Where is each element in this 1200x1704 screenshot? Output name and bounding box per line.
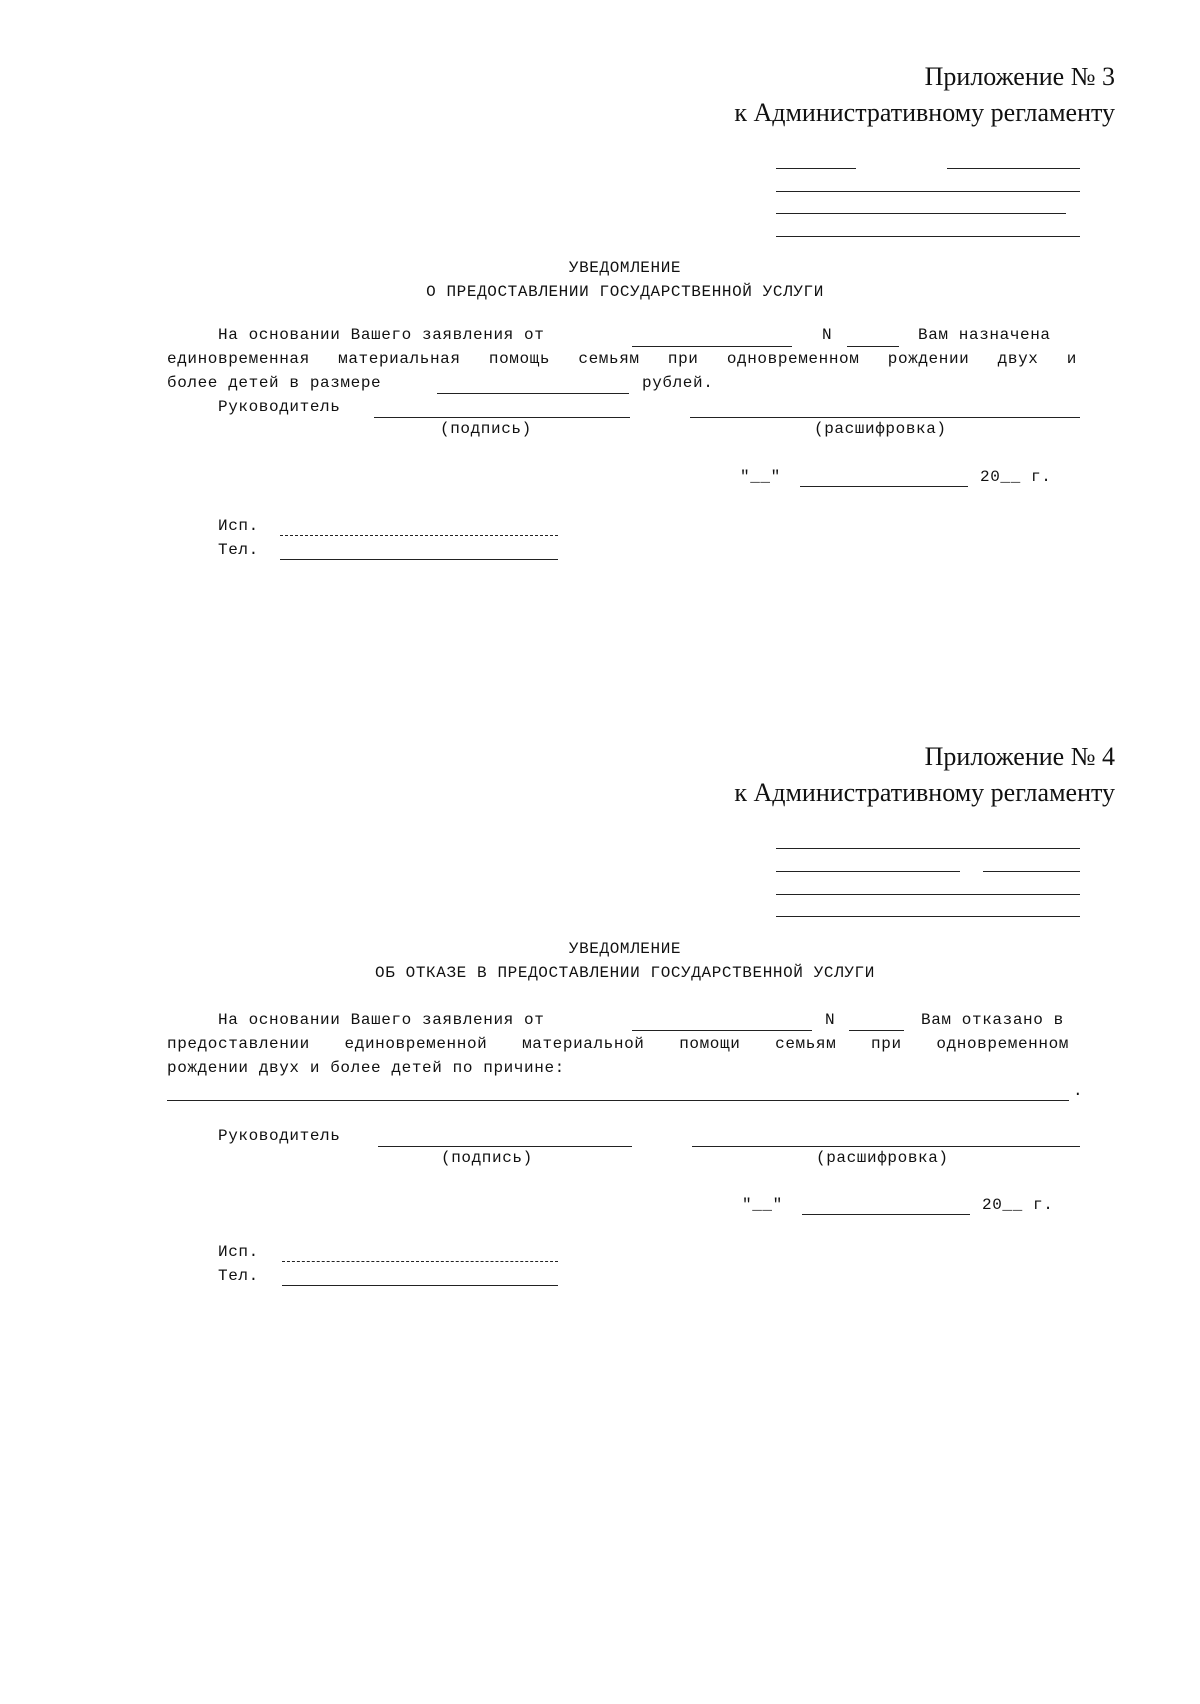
signature-caption: (подпись) [441, 1149, 533, 1167]
executor-blank [282, 1261, 558, 1262]
decoding-caption: (расшифровка) [814, 420, 947, 438]
addressee-line [776, 894, 1080, 895]
body-text: рублей. [642, 374, 714, 392]
reason-end: . [1073, 1082, 1084, 1100]
signature-blank [374, 417, 630, 418]
appendix-4-subtitle: к Административному регламенту [734, 778, 1115, 807]
application-date-blank [632, 1030, 812, 1031]
date-month-blank [800, 486, 968, 487]
phone-blank [282, 1285, 558, 1286]
appendix-3-title: Приложение № 3 [924, 62, 1115, 91]
decoding-blank [690, 417, 1080, 418]
addressee-line [776, 848, 1080, 849]
addressee-line [983, 871, 1080, 872]
decoding-caption: (расшифровка) [816, 1149, 949, 1167]
appendix-3-subtitle: к Административному регламенту [734, 98, 1115, 127]
date-day: "__" [742, 1196, 783, 1214]
addressee-line [776, 213, 1066, 214]
executor-label: Исп. [218, 517, 259, 535]
body-text: На основании Вашего заявления от [218, 1011, 545, 1029]
addressee-line [776, 191, 1080, 192]
number-label: N [825, 1011, 836, 1029]
signature-blank [378, 1146, 632, 1147]
body-text: предоставлении единовременной материальной помощи семьям при одновременном [167, 1035, 1069, 1053]
date-year: 20__ г. [982, 1196, 1054, 1214]
appendix-3-notice-title: УВЕДОМЛЕНИЕ [568, 259, 682, 277]
signature-caption: (подпись) [440, 420, 532, 438]
addressee-line [776, 168, 856, 169]
date-day: "__" [740, 468, 781, 486]
body-text: рождении двух и более детей по причине: [167, 1059, 565, 1077]
head-label: Руководитель [218, 398, 341, 416]
addressee-line [947, 168, 1080, 169]
head-label: Руководитель [218, 1127, 341, 1145]
application-number-blank [849, 1030, 904, 1031]
phone-label: Тел. [218, 1267, 259, 1285]
executor-blank [280, 535, 558, 536]
executor-label: Исп. [218, 1243, 259, 1261]
body-text: Вам назначена [918, 326, 1051, 344]
reason-blank [167, 1100, 1069, 1101]
body-text: более детей в размере [167, 374, 382, 392]
addressee-line [776, 236, 1080, 237]
date-year: 20__ г. [980, 468, 1052, 486]
amount-blank [437, 393, 629, 394]
addressee-line [776, 916, 1080, 917]
body-text: На основании Вашего заявления от [218, 326, 545, 344]
application-number-blank [847, 346, 899, 347]
date-month-blank [802, 1214, 970, 1215]
phone-blank [280, 559, 558, 560]
appendix-4-title: Приложение № 4 [924, 742, 1115, 771]
appendix-4-notice-title: УВЕДОМЛЕНИЕ [568, 940, 682, 958]
phone-label: Тел. [218, 541, 259, 559]
appendix-3-notice-subtitle: О ПРЕДОСТАВЛЕНИИ ГОСУДАРСТВЕННОЙ УСЛУГИ [426, 283, 824, 301]
addressee-line [776, 871, 960, 872]
appendix-4-notice-subtitle: ОБ ОТКАЗЕ В ПРЕДОСТАВЛЕНИИ ГОСУДАРСТВЕННОЙ УСЛУГИ [375, 964, 875, 982]
body-text: Вам отказано в [921, 1011, 1064, 1029]
number-label: N [822, 326, 833, 344]
decoding-blank [692, 1146, 1080, 1147]
body-text: единовременная материальная помощь семьям при одновременном рождении двух и [167, 350, 1077, 368]
application-date-blank [632, 346, 792, 347]
